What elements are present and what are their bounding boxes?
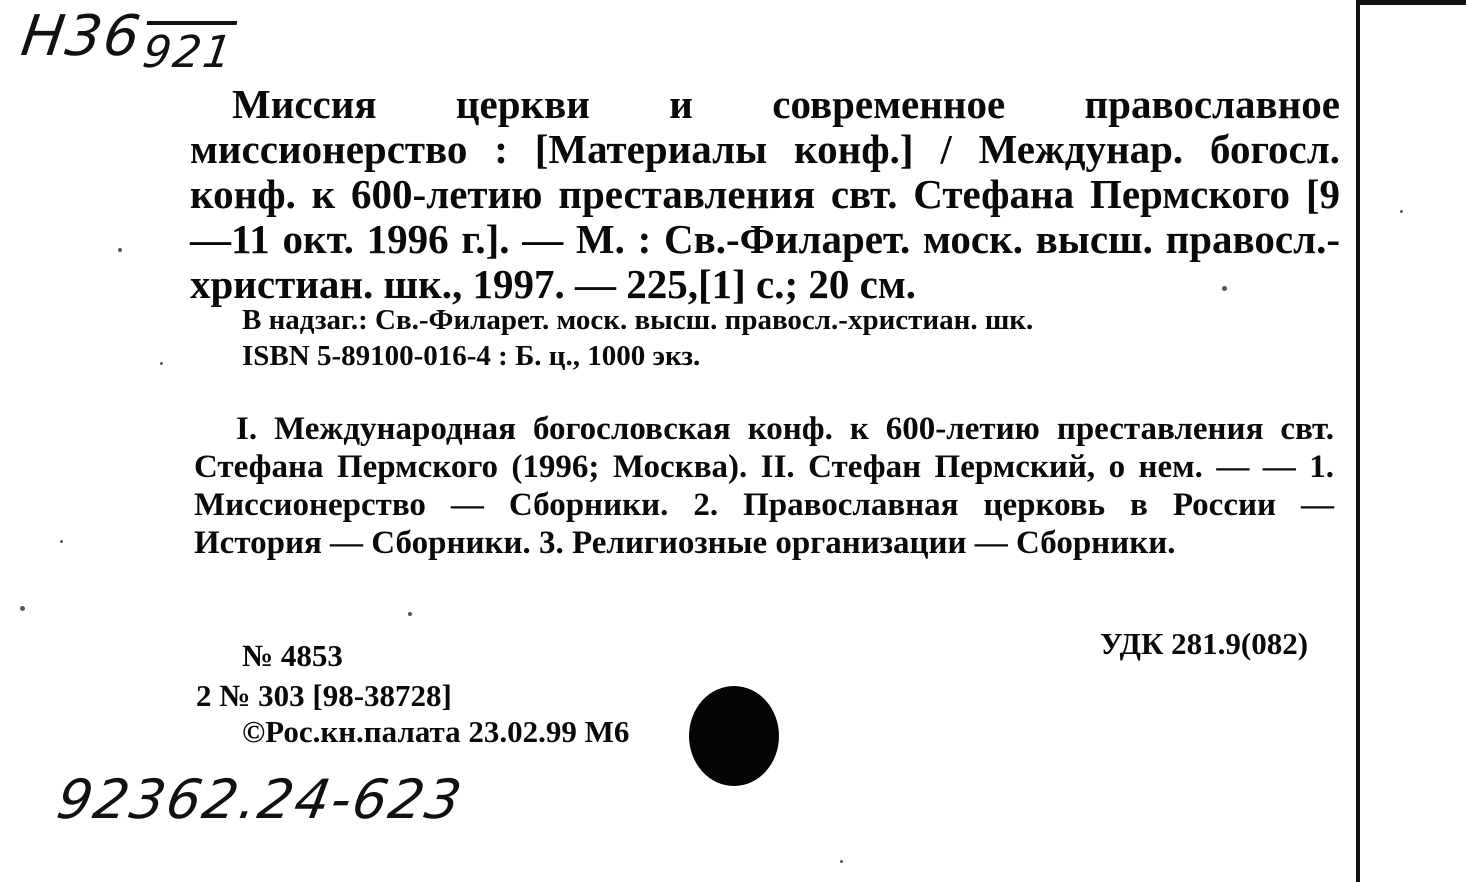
second-record-number: 2 № 303 [98-38728]: [196, 678, 452, 713]
copyright-line: ©Рос.кн.палата 23.02.99 М6: [242, 714, 630, 749]
handwritten-fraction: 921: [140, 21, 238, 78]
paper-speck: [160, 362, 163, 365]
card-edge-top-line: [1360, 0, 1466, 5]
paper-speck: [20, 606, 25, 611]
card-edge-line: [1356, 0, 1360, 882]
paper-speck: [118, 248, 122, 252]
paper-speck: [1222, 286, 1227, 291]
record-number: № 4853: [242, 638, 343, 673]
punch-hole: [689, 686, 779, 786]
header-note: В надзаг.: Св.-Филарет. моск. высш. правосл.-христиан. шк.: [242, 304, 1034, 336]
bibliographic-description: Миссия церкви и современное православное миссионерство : [Материалы конф.] / Междунар. богосл. конф. к 600-летию преставления свт. Стефана Пермского [9—11 окт. 1996 г.]. — М. : Св.-Филарет. моск. высш. правосл.-христиан. шк., 1997. — 225,[1] с.; 20 см.: [190, 81, 1340, 307]
paper-speck: [1400, 210, 1403, 213]
subject-tracings: I. Международная богословская конф. к 600-летию преставления свт. Стефана Пермского (1996; Москва). II. Стефан Пермский, о нем. — — 1. Миссионерство — Сборники. 2. Православная церковь в России — История — Сборники. 3. Религиозные организации — Сборники.: [194, 411, 1334, 561]
paper-speck: [840, 860, 843, 863]
udk-classification: УДК 281.9(082): [1100, 626, 1309, 661]
handwritten-call-number-bottom: 92362.24-623: [52, 768, 468, 831]
paper-speck: [408, 612, 412, 616]
isbn-line: ISBN 5-89100-016-4 : Б. ц., 1000 экз.: [242, 340, 701, 372]
handwritten-call-number: Н36: [17, 4, 146, 69]
handwritten-call-number-top: [17, 4, 239, 78]
paper-speck: [60, 540, 63, 543]
